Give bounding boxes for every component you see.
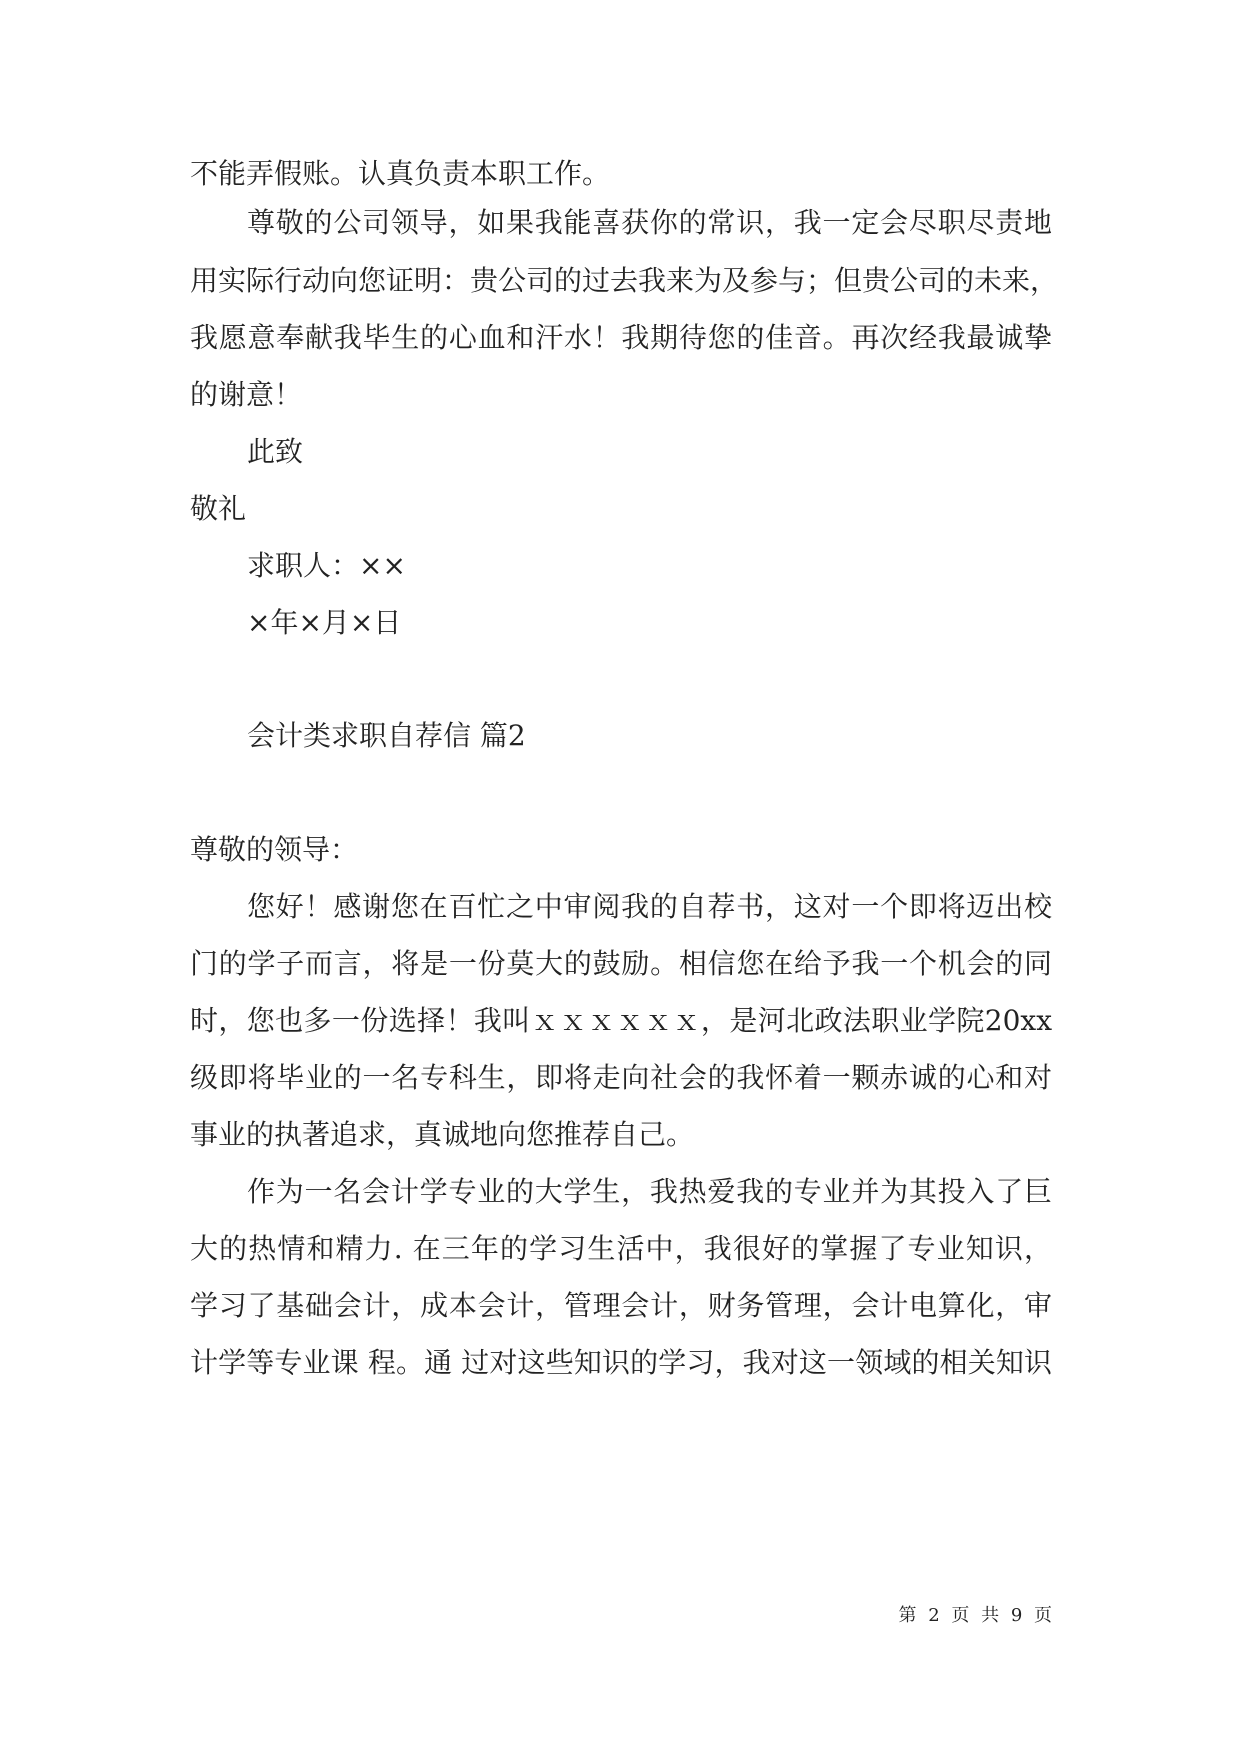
body-text-line: 门的学子而言，将是一份莫大的鼓励。相信您在给予我一个机会的同 <box>190 947 1052 980</box>
body-text-line: 大的热情和精力. 在三年的学习生活中，我很好的掌握了专业知识， <box>190 1232 1052 1265</box>
body-text-line: 事业的执著追求，真诚地向您推荐自己。 <box>190 1118 695 1151</box>
body-text-line: 计学等专业课 程。通 过对这些知识的学习，我对这一领域的相关知识 <box>190 1346 1052 1379</box>
signature-applicant: 求职人：×× <box>247 549 406 582</box>
body-text-line: 我愿意奉献我毕生的心血和汗水！我期待您的佳音。再次经我最诚挚 <box>190 321 1052 354</box>
body-text-line: 尊敬的公司领导，如果我能喜获你的常识，我一定会尽职尽责地 <box>247 206 1052 239</box>
body-text-line: 您好！感谢您在百忙之中审阅我的自荐书，这对一个即将迈出校 <box>247 890 1052 923</box>
section-heading: 会计类求职自荐信 篇2 <box>247 719 526 752</box>
page-number: 第 2 页 共 9 页 <box>898 1605 1055 1626</box>
body-text-line: 学习了基础会计，成本会计，管理会计，财务管理，会计电算化，审 <box>190 1289 1052 1322</box>
greeting: 尊敬的领导： <box>190 833 359 866</box>
body-text-line: 的谢意！ <box>190 378 303 411</box>
signature-date: ×年×月×日 <box>247 606 402 639</box>
body-text-line: 不能弄假账。认真负责本职工作。 <box>190 157 611 190</box>
closing-salutation: 敬礼 <box>190 492 247 525</box>
body-text-line: 级即将毕业的一名专科生，即将走向社会的我怀着一颗赤诚的心和对 <box>190 1061 1052 1094</box>
body-text-line: 作为一名会计学专业的大学生，我热爱我的专业并为其投入了巨 <box>247 1175 1052 1208</box>
body-text-line: 时，您也多一份选择！我叫ｘｘｘｘｘｘ，是河北政法职业学院20xx <box>190 1004 1052 1037</box>
closing-phrase: 此致 <box>247 435 304 468</box>
body-text-line: 用实际行动向您证明：贵公司的过去我来为及参与；但贵公司的未来， <box>190 264 1059 297</box>
